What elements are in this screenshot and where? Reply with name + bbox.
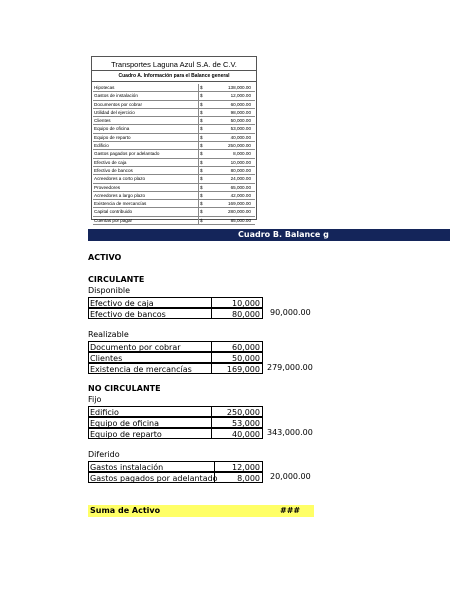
cuadro-a-row xyxy=(93,150,255,158)
cuadro-a-row-currency: $ xyxy=(200,167,203,173)
cuadro-a-row-label: Clientes xyxy=(93,117,199,124)
cuadro-a-row-value: 138,000.00 xyxy=(228,85,251,90)
balance-row-label: Edificio xyxy=(88,406,212,417)
balance-row-value: 10,000 xyxy=(211,297,263,308)
balance-row-label: Documento por cobrar xyxy=(88,341,212,352)
cuadro-a-row-value: 12,000.00 xyxy=(230,93,251,99)
cuadro-a-row-currency: $ xyxy=(200,143,203,149)
cuadro-a-row-label: Efectivo de caja xyxy=(93,159,199,166)
cuadro-a-row-label: Hipotecas xyxy=(93,84,199,91)
cuadro-a-row xyxy=(93,134,255,142)
cuadro-a-row-currency: $ xyxy=(200,209,203,215)
cuadro-a-title: Cuadro A. Información para el Balance general xyxy=(92,70,256,82)
balance-row-label: Existencia de mercancías xyxy=(88,363,212,374)
suma-activo-row xyxy=(88,505,314,517)
company-name: Transportes Laguna Azul S.A. de C.V. xyxy=(111,60,237,69)
cuadro-a-row-label: Proveedores xyxy=(93,184,199,191)
cuadro-a-row xyxy=(93,142,255,150)
cuadro-b-header xyxy=(88,229,450,241)
cuadro-a-row-value: 53,000.00 xyxy=(230,126,251,132)
realizable-heading: Realizable xyxy=(88,330,129,339)
balance-row-value: 250,000 xyxy=(211,406,263,417)
cuadro-a-row-value: 169,000.00 xyxy=(228,201,251,207)
cuadro-a-row-currency: $ xyxy=(200,176,203,182)
cuadro-a-row-currency: $ xyxy=(200,126,203,132)
cuadro-a-row-label: Edificio xyxy=(93,142,199,149)
cuadro-a-row-value: 40,000.00 xyxy=(230,134,251,140)
activo-heading: ACTIVO xyxy=(88,253,122,262)
balance-row-label: Efectivo de caja xyxy=(88,297,212,308)
realizable-total: 279,000.00 xyxy=(267,363,313,372)
cuadro-a-row xyxy=(93,184,255,192)
cuadro-a-row-currency: $ xyxy=(200,118,203,124)
cuadro-a-row xyxy=(93,217,255,225)
cuadro-a-row-label: Acreedores a corto plazo xyxy=(93,175,199,182)
cuadro-a-row xyxy=(93,175,255,183)
cuadro-a-row-currency: $ xyxy=(200,151,203,157)
cuadro-a-row-currency: $ xyxy=(200,159,203,165)
cuadro-a-row-currency: $ xyxy=(200,201,203,207)
cuadro-a-row-label: Gastos de instalación xyxy=(93,92,199,99)
cuadro-a-row-value: 50,000.00 xyxy=(230,118,251,124)
suma-activo-value: ### xyxy=(280,506,301,515)
diferido-heading: Diferido xyxy=(88,450,120,459)
cuadro-a-row xyxy=(93,192,255,200)
cuadro-a-row xyxy=(93,101,255,109)
cuadro-a-row-label: Documentos por cobrar xyxy=(93,101,199,108)
cuadro-a-row xyxy=(93,159,255,167)
cuadro-a-row-currency: $ xyxy=(200,184,203,190)
cuadro-a-table xyxy=(91,56,257,223)
cuadro-a-row-currency: $ xyxy=(200,109,203,115)
cuadro-a-row xyxy=(93,208,255,216)
balance-row-label: Efectivo de bancos xyxy=(88,308,212,319)
cuadro-a-row-currency: $ xyxy=(200,192,203,198)
cuadro-a-row xyxy=(93,125,255,133)
fijo-total: 343,000.00 xyxy=(267,428,313,437)
cuadro-a-row-label: Gastos pagados por adelantado xyxy=(93,150,199,157)
balance-row-label: Equipo de reparto xyxy=(88,428,212,439)
cuadro-a-row xyxy=(93,109,255,117)
cuadro-a-row xyxy=(93,92,255,100)
cuadro-a-row xyxy=(93,84,255,92)
cuadro-a-row-label: Existencia de mercancías xyxy=(93,200,199,207)
cuadro-a-row-label: Acreedores a largo plazo xyxy=(93,192,199,199)
cuadro-a-row-label: Utilidad del ejercicio xyxy=(93,109,199,116)
balance-row-value: 12,000 xyxy=(214,461,263,472)
cuadro-a-row-label: Capital contribuido xyxy=(93,208,199,215)
no-circulante-heading: NO CIRCULANTE xyxy=(88,384,161,393)
balance-row-label: Clientes xyxy=(88,352,212,363)
cuadro-a-row xyxy=(93,117,255,125)
cuadro-a-row-value: 250,000.00 xyxy=(228,143,251,149)
cuadro-a-row xyxy=(93,167,255,175)
cuadro-a-row-value: 280,000.00 xyxy=(228,209,251,215)
cuadro-a-row-value: 98,000.00 xyxy=(230,109,251,115)
cuadro-a-rows xyxy=(93,84,255,225)
cuadro-a-row-currency: $ xyxy=(200,93,203,99)
cuadro-b-title: Cuadro B. Balance g xyxy=(238,230,329,239)
cuadro-a-row-currency: $ xyxy=(200,101,203,107)
cuadro-a-row-label: Equipo de reparto xyxy=(93,134,199,141)
balance-row-value: 169,000 xyxy=(211,363,263,374)
cuadro-a-row-value: 42,000.00 xyxy=(230,192,251,198)
cuadro-a-row-currency: $ xyxy=(200,85,203,90)
cuadro-a-row-value: 8,000.00 xyxy=(233,151,251,157)
balance-row-label: Gastos instalación xyxy=(88,461,215,472)
fijo-heading: Fijo xyxy=(88,395,102,404)
suma-activo-label: Suma de Activo xyxy=(90,506,161,515)
cuadro-a-row xyxy=(93,200,255,208)
cuadro-a-row-value: 85,000.00 xyxy=(230,217,251,223)
disponible-heading: Disponible xyxy=(88,286,131,295)
balance-row-label: Gastos pagados por adelantado xyxy=(90,474,218,483)
cuadro-a-row-value: 65,000.00 xyxy=(230,184,251,190)
balance-row-label: Equipo de oficina xyxy=(88,417,212,428)
balance-row-value: 40,000 xyxy=(211,428,263,439)
cuadro-a-row-value: 80,000.00 xyxy=(230,167,251,173)
cuadro-a-row-currency: $ xyxy=(200,134,203,140)
cuadro-a-row-currency: $ xyxy=(200,217,203,223)
cuadro-a-row-label: Efectivo de bancos xyxy=(93,167,199,174)
cuadro-a-row-label: Cuentas por pagar xyxy=(93,217,199,224)
balance-row-value: 8,000 xyxy=(214,472,263,483)
balance-row-value: 50,000 xyxy=(211,352,263,363)
cuadro-a-row-label: Equipo de oficina xyxy=(93,125,199,132)
balance-row-value: 60,000 xyxy=(211,341,263,352)
circulante-heading: CIRCULANTE xyxy=(88,275,145,284)
cuadro-a-row-value: 10,000.00 xyxy=(230,159,251,165)
cuadro-a-row-value: 24,000.00 xyxy=(230,176,251,182)
disponible-total: 90,000.00 xyxy=(270,308,311,317)
cuadro-a-row-value: 60,000.00 xyxy=(230,101,251,107)
balance-row-value: 80,000 xyxy=(211,308,263,319)
balance-row-value: 53,000 xyxy=(211,417,263,428)
diferido-total: 20,000.00 xyxy=(270,472,311,481)
